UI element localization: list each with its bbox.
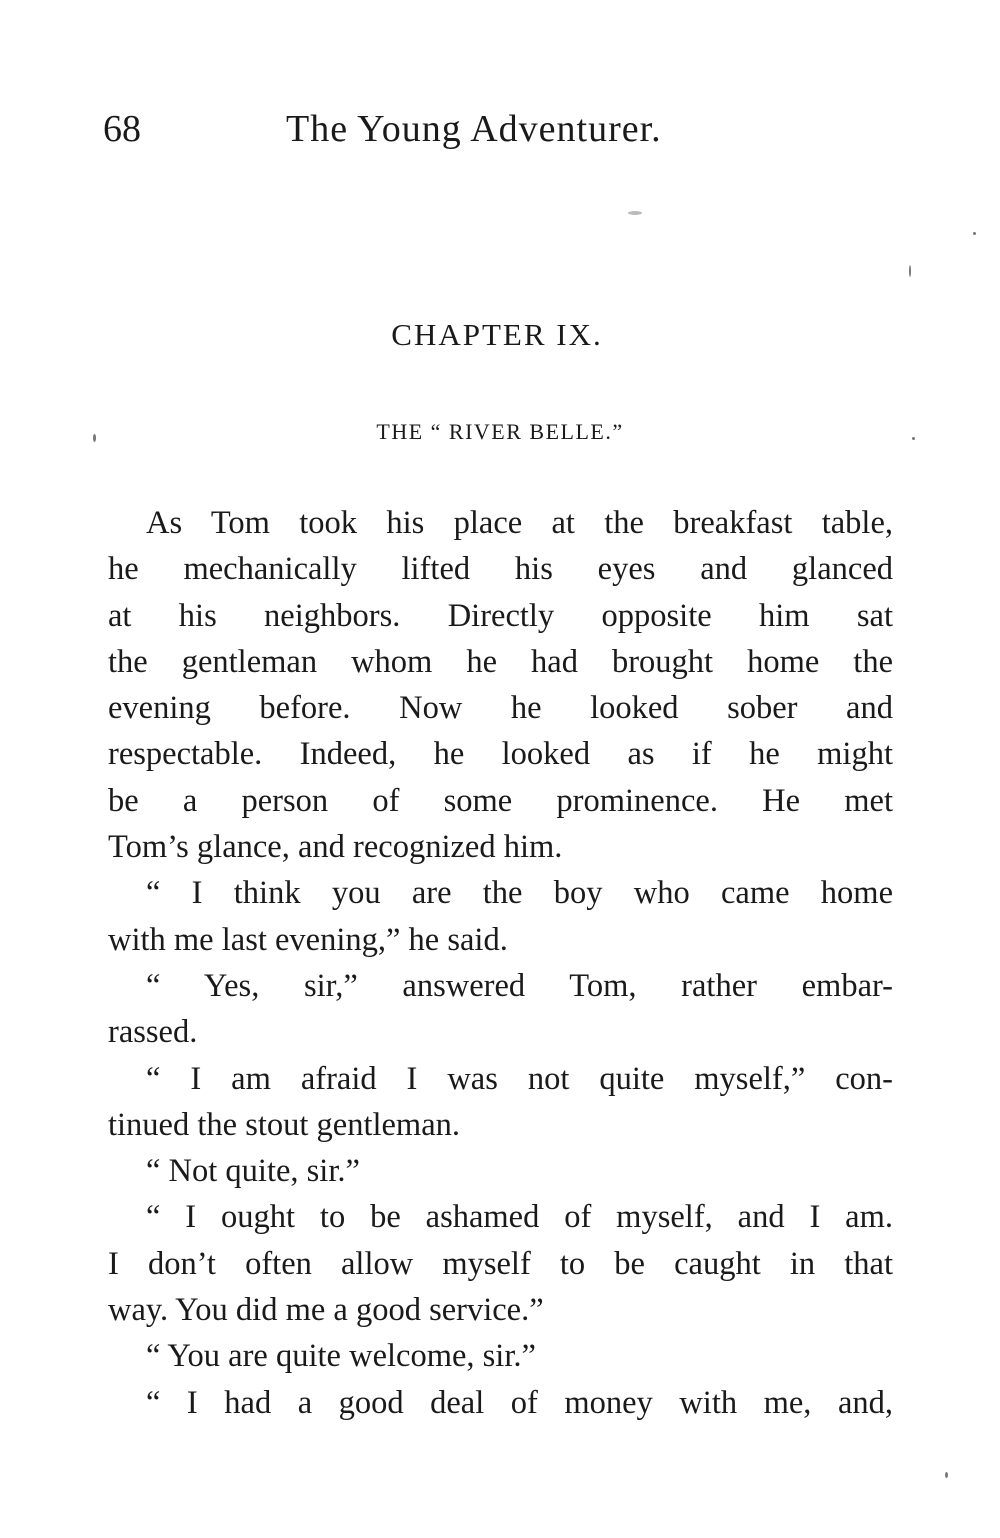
- print-speck: [945, 1472, 948, 1478]
- text-line: “ I am afraid I was not quite myself,” con-: [146, 1060, 893, 1097]
- text-line: evening before. Now he looked sober and: [108, 690, 893, 727]
- print-speck: [912, 437, 915, 440]
- print-speck: [973, 232, 976, 235]
- chapter-heading: [0, 313, 1000, 357]
- text-line: he mechanically lifted his eyes and glanced: [108, 551, 893, 588]
- chapter-title: THE “ RIVER BELLE.”: [376, 419, 624, 444]
- text-line: at his neighbors. Directly opposite him sat: [108, 597, 893, 634]
- body-text: [108, 500, 893, 1426]
- print-speck: [93, 434, 96, 442]
- running-title: The Young Adventurer.: [286, 108, 662, 150]
- text-line: Tom’s glance, and recognized him.: [108, 829, 563, 866]
- running-head: [103, 104, 803, 154]
- text-line: “ You are quite welcome, sir.”: [146, 1338, 536, 1375]
- text-line: I don’t often allow myself to be caught in that: [108, 1245, 893, 1282]
- text-line: “ I think you are the boy who came home: [146, 875, 893, 912]
- text-line: respectable. Indeed, he looked as if he might: [108, 736, 893, 773]
- text-line: As Tom took his place at the breakfast table,: [146, 505, 893, 541]
- text-line: the gentleman whom he had brought home the: [108, 643, 893, 680]
- text-line: tinued the stout gentleman.: [108, 1106, 461, 1143]
- chapter-subtitle: [0, 416, 1000, 448]
- print-speck: [909, 265, 911, 277]
- text-line: with me last evening,” he said.: [108, 921, 508, 958]
- chapter-number: CHAPTER IX.: [391, 317, 603, 352]
- page-number: 68: [103, 108, 141, 150]
- text-line: “ I had a good deal of money with me, and,: [146, 1384, 893, 1421]
- text-line: rassed.: [108, 1014, 198, 1051]
- text-line: “ Yes, sir,” answered Tom, rather embar-: [146, 967, 893, 1004]
- print-speck: [628, 211, 642, 215]
- text-line: be a person of some prominence. He met: [108, 782, 893, 819]
- text-line: way. You did me a good service.”: [108, 1292, 544, 1329]
- text-line: “ Not quite, sir.”: [146, 1153, 360, 1190]
- text-line: “ I ought to be ashamed of myself, and I am.: [146, 1199, 893, 1236]
